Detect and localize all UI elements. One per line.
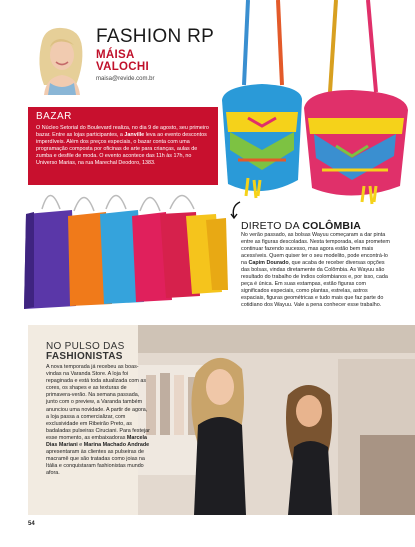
bazar-box (28, 107, 218, 185)
store-photo (138, 325, 415, 515)
bazar-title: BAZAR (36, 111, 72, 122)
pulse-title-line-1: NO PULSO DAS (46, 341, 125, 352)
bazar-text: O Núcleo Setorial do Boulevard realiza, no dia 9 de agosto, seu primeiro bazar. Entre as lojas participantes, a Janville leva ao evento descontos imperdíveis. Além dos preços especiais, o bazar conta com uma programação composta por oficinas de arte para crianças, aulas de zumba e desfile de moda. O evento acontece das 11h às 17h, no Universo Marias, na rua Marechal Deodoro, 1383. (36, 125, 209, 167)
wayuu-bags-image (218, 0, 415, 205)
author-name (96, 49, 149, 73)
author-email[interactable]: maisa@revide.com.br (96, 76, 155, 82)
curved-arrow-icon (229, 200, 243, 220)
colombia-text: No verão passado, as bolsas Wayuu começaram a dar pinta entre as figuras descoladas. Nesta temporada, elas prometem continuar fazendo sucesso, mas agora estão bem mais acessíveis. Quem quiser ter o seu modelito, pode encontrá-lo na Capim Dourado, que acaba de receber diversas opções das bolsas, vindas diretamente da Colômbia. As Wayuu são resultado do trabalho de índios colombianos e, por isso, cada peça é única. Em suas estampas, estão figuras com significados especiais, como plantas, estrelas, astros espaciais, figuras geométricas e tudo mais que faz parte do cotidiano dos Wayuu. Vale a pena conhecer esse trabalho. (241, 232, 390, 308)
pulse-text: A nova temporada já recebeu as boas-vindas na Varanda Store. A loja foi repaginada e está toda atualizada com as cores, os shapes e as texturas de primavera-verão. Na semana passada, junto com o preview, a Varanda também anunciou uma novidade. A partir de agora, a loja passa a comercializar, com exclusividade em Ribeirão Preto, as badaladas pulseiras Ciruciani. Para festejar esse momento, as embaixadoras Marcela Dias Mariani e Marina Machado Andrade apresentaram às clientes as pulseiras de macramê que são tratadas como joias na Itália e conquistaram fashionistas mundo afora. (46, 364, 150, 477)
ambassador-name-1: Marcela Dias Mariani (46, 434, 147, 449)
page-number: 54 (28, 521, 35, 527)
store-name-capim-dourado: Capim Dourado (248, 260, 289, 266)
author-photo (28, 25, 96, 95)
section-title: FASHION RP (96, 26, 215, 47)
author-last-name: VALOCHI (96, 61, 149, 73)
pulse-title-line-2: FASHIONISTAS (46, 351, 123, 362)
shopping-bags-image (20, 184, 230, 314)
author-first-name: MÁISA (96, 49, 135, 61)
colombia-title: DIRETO DA COLÔMBIA (241, 220, 362, 232)
store-name-janville: Janville (124, 132, 145, 139)
ambassador-name-2: Marina Machado Andrade (83, 442, 150, 449)
